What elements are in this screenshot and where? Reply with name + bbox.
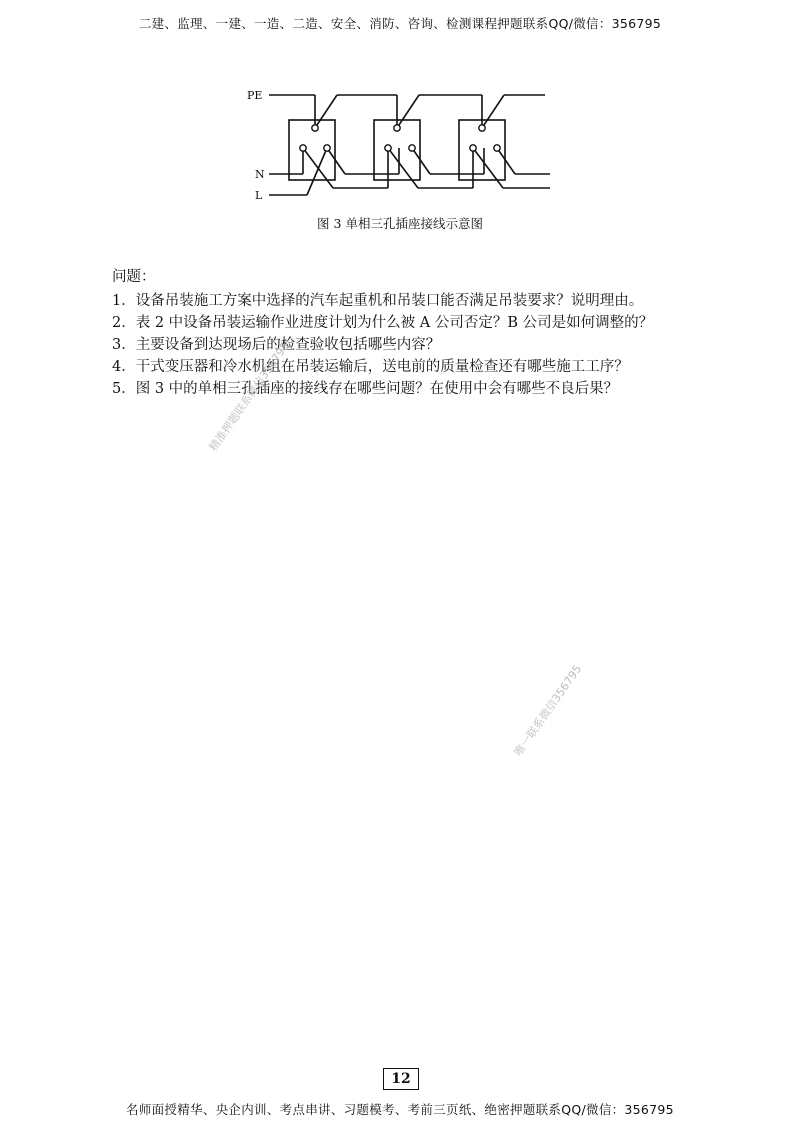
terminal-n-1 (300, 145, 306, 151)
n-diag-2 (388, 148, 418, 188)
page-header: 二建、监理、一建、一造、二造、安全、消防、咨询、检测课程押题联系QQ/微信：356795 (138, 16, 662, 31)
terminal-n-3 (470, 145, 476, 151)
wiring-diagram-svg (245, 82, 555, 207)
l-diag-3 (497, 148, 515, 174)
pe-diag-1 (315, 95, 337, 128)
terminal-pe-3 (479, 125, 485, 131)
l-rise-1 (307, 148, 327, 195)
question-item: 5．图 3 中的单相三孔插座的接线存在哪些问题？在使用中会有哪些不良后果？ (112, 381, 619, 397)
question-item: 4．干式变压器和冷水机组在吊装运输后，送电前的质量检查还有哪些施工工序？ (112, 359, 629, 375)
question-item: 2．表 2 中设备吊装运输作业进度计划为什么被 A 公司否定？B 公司是如何调整的？ (112, 315, 654, 331)
page-footer: 名师面授精华、央企内训、考点串讲、习题模考、考前三页纸、绝密押题联系QQ/微信：356795 (126, 1102, 674, 1117)
terminal-n-2 (385, 145, 391, 151)
l-diag-1 (327, 148, 345, 174)
page-number: 12 (383, 1068, 419, 1090)
terminal-pe-1 (312, 125, 318, 131)
pe-diag-2 (397, 95, 419, 128)
questions-title: 问题： (112, 269, 156, 285)
label-n: N (255, 168, 265, 181)
label-l: L (255, 189, 263, 202)
figure-caption: 图 3 单相三孔插座接线示意图 (317, 216, 483, 231)
terminal-pe-2 (394, 125, 400, 131)
terminal-l-2 (409, 145, 415, 151)
l-diag-2 (412, 148, 430, 174)
question-item: 1．设备吊装施工方案中选择的汽车起重机和吊装口能否满足吊装要求？说明理由。 (112, 293, 644, 309)
label-pe: PE (247, 89, 263, 102)
questions-section (112, 266, 752, 400)
pe-diag-3 (482, 95, 504, 128)
watermark-text: 唯一联系微信356795 (511, 662, 585, 759)
terminal-l-3 (494, 145, 500, 151)
terminal-l-1 (324, 145, 330, 151)
wiring-diagram (245, 82, 555, 207)
question-item: 3．主要设备到达现场后的检查验收包括哪些内容？ (112, 337, 441, 353)
n-diag-3 (473, 148, 503, 188)
watermark-text: 精准押题联系微信356795 (206, 339, 292, 454)
questions-list (112, 290, 752, 400)
